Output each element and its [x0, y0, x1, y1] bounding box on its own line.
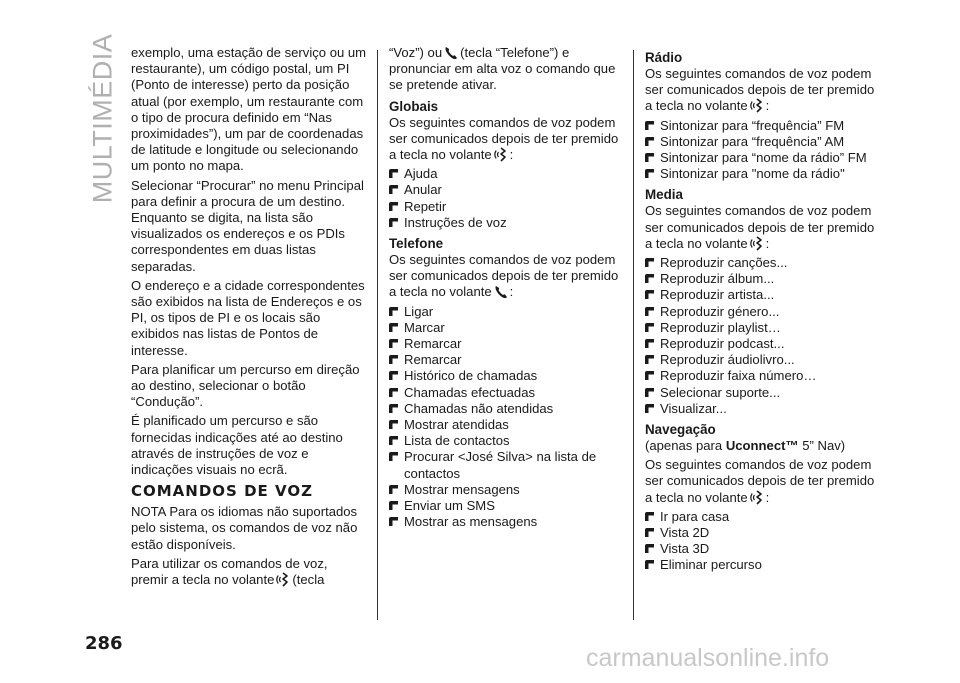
heading-telefone: Telefone [389, 236, 444, 252]
section-side-tab [86, 33, 120, 203]
list-item-label: Procurar <José Silva> na lista de contactos [404, 449, 597, 481]
paragraph: Selecionar “Procurar” no menu Principal para definir a procura de um destino. Enquanto se digita, na lista são visualizados os endereços e os PDIs correspondentes em duas listas separadas. [131, 177, 364, 274]
list-item [389, 182, 625, 198]
list-item [645, 336, 881, 352]
paragraph: NOTA Para os idiomas não suportados pelo sistema, os comandos de voz não estão disponíveis. [131, 504, 358, 552]
heading-globais: Globais [389, 98, 439, 114]
text: (tecla [292, 572, 325, 588]
colon: : [765, 235, 770, 251]
list-item-label: Eliminar percurso [660, 557, 762, 573]
bullet-marker-icon [389, 404, 398, 413]
list-item [389, 320, 625, 336]
list-item [645, 557, 881, 573]
bullet-marker-icon [389, 420, 398, 429]
heading-media: Media [645, 187, 683, 203]
command-list-radio [645, 118, 881, 183]
list-item-label: Sintonizar para “frequência” FM [660, 117, 845, 133]
text: Os seguintes comandos de voz podem ser comunicados depois de ter premido a tecla no volante [645, 203, 875, 251]
paragraph [389, 115, 625, 164]
bullet-marker-icon [645, 544, 654, 553]
list-item-label: Ir para casa [660, 508, 730, 524]
bullet-marker-icon [645, 388, 654, 397]
watermark: carmanualsonline.info [586, 644, 830, 672]
list-item-label: Sintonizar para "nome da rádio" [660, 166, 845, 182]
list-item [645, 541, 881, 557]
list-item [389, 199, 625, 215]
paragraph [645, 457, 881, 506]
text: Para utilizar os comandos de voz, premir a tecla no volante [131, 555, 328, 588]
paragraph [131, 556, 367, 588]
bullet-marker-icon [645, 404, 654, 413]
list-item [389, 215, 625, 231]
list-item-label: Reproduzir género... [660, 303, 780, 319]
text: (tecla “Telefone”) e pronunciar em alta voz o comando que se pretende ativar. [389, 45, 616, 93]
bullet-marker-icon [645, 121, 654, 130]
list-item-label: Chamadas efectuadas [404, 384, 536, 400]
list-item-label: Repetir [404, 198, 447, 214]
text: (apenas para [645, 438, 723, 454]
text: Os seguintes comandos de voz podem ser comunicados depois de ter premido a tecla no volante [645, 66, 875, 114]
voice-icon [276, 572, 290, 587]
bullet-marker-icon [645, 290, 654, 299]
list-item [645, 352, 881, 368]
list-item [389, 401, 625, 417]
list-item-label: Mostrar mensagens [404, 481, 520, 497]
command-list-navegacao [645, 509, 881, 574]
bullet-marker-icon [645, 371, 654, 380]
list-item [389, 433, 625, 449]
bullet-marker-icon [645, 153, 654, 162]
list-item-label: Chamadas não atendidas [404, 400, 554, 416]
voice-icon [750, 236, 764, 251]
bullet-marker-icon [389, 517, 398, 526]
list-item [389, 417, 625, 433]
list-item-label: Vista 3D [660, 541, 710, 557]
column-divider [633, 50, 634, 620]
bullet-marker-icon [645, 323, 654, 332]
phone-icon [494, 284, 508, 299]
brand-name: Uconnect™ [725, 438, 799, 454]
bullet-marker-icon [389, 202, 398, 211]
paragraph [645, 203, 881, 252]
bullet-marker-icon [645, 258, 654, 267]
list-item-label: Remarcar [404, 336, 462, 352]
list-item-label: Selecionar suporte... [660, 384, 781, 400]
bullet-marker-icon [645, 137, 654, 146]
list-item-label: Mostrar as mensagens [404, 514, 538, 530]
column-2 [389, 45, 625, 533]
list-item-label: Vista 2D [660, 525, 710, 541]
bullet-marker-icon [645, 528, 654, 537]
list-item [645, 255, 881, 271]
list-item-label: Reproduzir artista... [660, 287, 775, 303]
list-item-label: Visualizar... [660, 400, 727, 416]
bullet-marker-icon [389, 388, 398, 397]
bullet-marker-icon [389, 169, 398, 178]
colon: : [765, 98, 770, 114]
colon: : [509, 284, 514, 300]
subtitle [645, 438, 881, 454]
list-item [645, 287, 881, 303]
bullet-marker-icon [645, 560, 654, 569]
list-item [389, 498, 625, 514]
list-item [645, 166, 881, 182]
bullet-marker-icon [389, 185, 398, 194]
list-item [389, 482, 625, 498]
bullet-marker-icon [389, 307, 398, 316]
bullet-marker-icon [645, 355, 654, 364]
paragraph [645, 66, 881, 115]
list-item-label: Remarcar [404, 352, 462, 368]
bullet-marker-icon [389, 323, 398, 332]
bullet-marker-icon [389, 501, 398, 510]
list-item [389, 514, 625, 530]
bullet-marker-icon [645, 169, 654, 178]
list-item [389, 449, 625, 481]
paragraph: Para planificar um percurso em direção ao destino, selecionar o botão “Condução”. [131, 361, 360, 410]
list-item [389, 304, 625, 320]
list-item-label: Reproduzir canções... [660, 255, 788, 271]
list-item [645, 271, 881, 287]
list-item-label: Reproduzir podcast... [660, 336, 785, 352]
list-item [645, 385, 881, 401]
bullet-marker-icon [389, 355, 398, 364]
list-item [645, 150, 881, 166]
list-item [389, 385, 625, 401]
bullet-marker-icon [389, 436, 398, 445]
command-list-globais [389, 166, 625, 231]
text: “Voz”) ou [389, 45, 443, 60]
voice-icon [750, 98, 764, 113]
list-item [645, 304, 881, 320]
bullet-marker-icon [645, 307, 654, 316]
paragraph: O endereço e a cidade correspondentes são exibidos na lista de Endereços e os PI, os tipos de PI e os locais são exibidos nas listas de Pontos de interesse. [131, 277, 365, 358]
list-item-label: Enviar um SMS [404, 498, 495, 514]
command-list-media [645, 255, 881, 417]
list-item [645, 118, 881, 134]
text: 5” Nav) [802, 438, 846, 454]
column-divider [377, 50, 378, 620]
paragraph: É planificado um percurso e são fornecidas indicações até ao destino através de instruções de voz e indicações visuais no ecrã. [131, 413, 343, 478]
bullet-marker-icon [645, 339, 654, 348]
list-item [389, 352, 625, 368]
paragraph [389, 45, 625, 94]
bullet-marker-icon [389, 452, 398, 461]
column-1 [131, 45, 367, 591]
list-item [645, 509, 881, 525]
list-item-label: Sintonizar para “frequência” AM [660, 133, 845, 149]
list-item-label: Ajuda [404, 166, 438, 182]
text: Os seguintes comandos de voz podem ser comunicados depois de ter premido a tecla no volante [389, 114, 619, 163]
paragraph: exemplo, uma estação de serviço ou um restaurante), um código postal, um PI (Ponto de interesse) perto da posição atual (por exemplo, um restaurante com o tipo de procura definido em “Nas proximidades”), um par de coordenadas de latitude e longitude ou selecionando um ponto no mapa. [131, 45, 367, 174]
phone-icon [444, 45, 458, 60]
list-item [645, 401, 881, 417]
command-list-telefone [389, 304, 625, 531]
list-item-label: Mostrar atendidas [404, 417, 509, 433]
list-item-label: Reproduzir áudiolivro... [660, 352, 795, 368]
list-item-label: Reproduzir faixa número… [660, 368, 817, 384]
bullet-marker-icon [389, 339, 398, 348]
bullet-marker-icon [389, 371, 398, 380]
list-item-label: Sintonizar para “nome da rádio” FM [660, 150, 867, 166]
list-item [389, 166, 625, 182]
heading-navegacao: Navegação [645, 422, 716, 438]
voice-icon [750, 490, 764, 505]
voice-icon [494, 147, 508, 162]
list-item-label: Lista de contactos [404, 433, 510, 449]
page-number: 286 [85, 633, 123, 654]
list-item [389, 368, 625, 384]
list-item-label: Anular [404, 182, 442, 198]
list-item-label: Instruções de voz [404, 214, 507, 230]
list-item-label: Ligar [404, 303, 434, 319]
section-heading-voice-commands: COMANDOS DE VOZ [131, 482, 313, 501]
bullet-marker-icon [389, 485, 398, 494]
list-item [389, 336, 625, 352]
colon: : [509, 147, 514, 163]
text: Os seguintes comandos de voz podem ser comunicados depois de ter premido a tecla no volante [389, 252, 619, 300]
bullet-marker-icon [645, 512, 654, 521]
heading-radio: Rádio [645, 50, 683, 65]
list-item [645, 320, 881, 336]
list-item-label: Reproduzir playlist… [660, 319, 781, 335]
paragraph [389, 252, 625, 301]
section-title: MULTIMÉDIA [87, 33, 118, 203]
bullet-marker-icon [389, 218, 398, 227]
text: Os seguintes comandos de voz podem ser comunicados depois de ter premido a tecla no volante [645, 457, 875, 505]
list-item [645, 525, 881, 541]
list-item-label: Reproduzir álbum... [660, 271, 775, 287]
list-item-label: Histórico de chamadas [404, 368, 538, 384]
colon: : [765, 489, 770, 505]
list-item [645, 134, 881, 150]
column-3 [645, 45, 881, 577]
list-item [645, 368, 881, 384]
bullet-marker-icon [645, 274, 654, 283]
list-item-label: Marcar [404, 319, 445, 335]
